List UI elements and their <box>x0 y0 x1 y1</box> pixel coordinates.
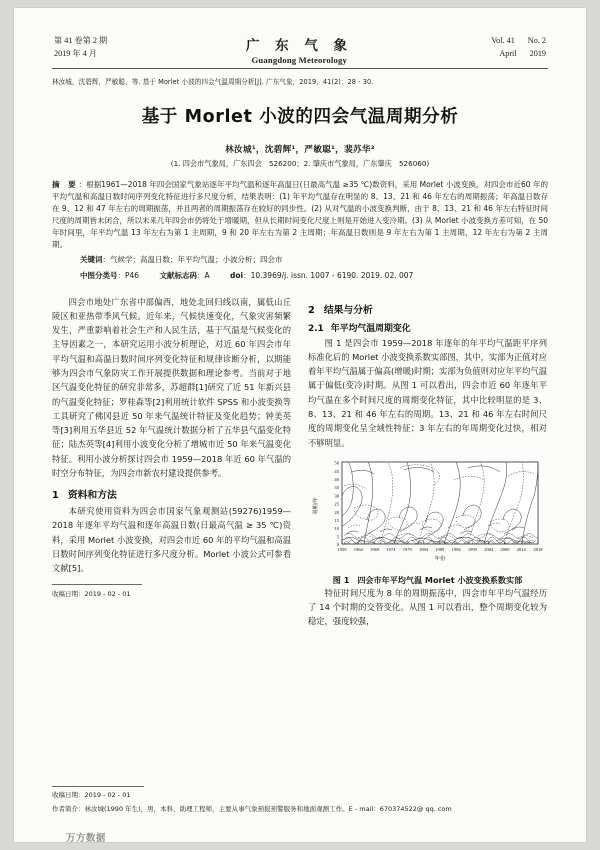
svg-text:0: 0 <box>336 541 339 547</box>
svg-text:45: 45 <box>334 468 339 474</box>
keywords-label: 关键词 <box>80 255 103 265</box>
classification-line <box>52 270 548 282</box>
abstract-paragraph <box>52 179 548 252</box>
svg-text:1974: 1974 <box>386 546 396 552</box>
svg-text:2014: 2014 <box>516 546 526 552</box>
masthead <box>52 35 548 67</box>
svg-text:15: 15 <box>334 517 339 523</box>
journal-title-cn: 广 东 气 象 <box>245 38 353 54</box>
page-title: 基于 Morlet 小波的四会气温周期分析 <box>141 106 459 127</box>
figure-caption-text: 四会市年平均气温 Morlet 小波变换系数实部 <box>357 574 523 585</box>
masthead-center <box>107 34 491 65</box>
wanfang-watermark: 万方数据 <box>66 833 106 844</box>
section-2-number: 2 <box>308 304 315 316</box>
month-en: April <box>499 48 517 58</box>
masthead-right <box>491 35 548 60</box>
received-date: 收稿日期：2019 - 02 - 01 <box>52 791 131 799</box>
intro-paragraph: 四会市地处广东省中部偏西，地处北回归线以南，属低山丘陵区和亚热带季风气候。近年来，气候快速变化，气象灾害频繁发生，严重影响着社会生产和人民生活，基于气温是气候变化的主导因素之一，本研究运用小波分析理论，对近 60 年四会市年平均气温和高温日数时间序列变化特征和规律诊断分析，以期能够为四会市气象防灾工作开展提供数据和理论参考。当前对于地区气温变化特征的研究非常多，苏超群[1]研究了近 51 年新兴县的气温变化特征；罗桂森等[2]利用统计软件 SPSS 和小波变换等工具研究了佛冈县近 50 年来气温统计特征及变化趋势；钟美英等[3]利用五华县近 52 年气温统计数据分析了五华县气温变化特征；陆杰英等[4]利用小波变化分析了增城市近 50 年来气温变化特征。利用小波分析探讨四会市 1959—2018 年近 60 年气温的时空分布特征，为四会市新农村建设提供参考。 <box>52 296 291 478</box>
svg-text:20: 20 <box>334 509 339 515</box>
doc-type-value: ：A <box>196 270 210 280</box>
section-2-1-title: 年平均气温周期变化 <box>330 323 411 334</box>
svg-text:1989: 1989 <box>435 546 445 552</box>
footer-divider <box>52 786 144 787</box>
clc-label: 中图分类号 <box>80 270 118 280</box>
section-heading-2 <box>308 302 547 316</box>
svg-text:30: 30 <box>334 493 339 499</box>
section-2-1-number: 2.1 <box>308 323 324 334</box>
doc-type-label: 文献标志码 <box>159 270 197 280</box>
clc-value: ：P46 <box>117 270 140 280</box>
year-en: 2019 <box>529 48 546 58</box>
svg-text:1969: 1969 <box>370 546 380 552</box>
svg-text:2009: 2009 <box>500 546 510 552</box>
abstract-block <box>52 179 548 282</box>
citation-line: 林汝城，沈碧辉，严敏聪，等. 基于 Morlet 小波的四会气温周期分析[J]. 广东气象，2019，41(2)：28 - 30. <box>52 78 374 86</box>
masthead-divider <box>52 68 548 69</box>
keywords-text: ：气候学；高温日数；年平均气温；小波分析；四会市 <box>102 255 283 265</box>
svg-text:5: 5 <box>336 534 339 540</box>
svg-text:2018: 2018 <box>533 546 543 552</box>
svg-text:25: 25 <box>334 501 339 507</box>
body-columns <box>52 295 548 629</box>
y-axis-label: 周期/年 <box>313 497 319 515</box>
journal-page <box>14 8 586 842</box>
svg-text:2004: 2004 <box>484 546 494 552</box>
author-list: 林汝城¹，沈碧辉¹，严敏聪¹，裴苏华² <box>225 144 375 155</box>
volume-issue-cn: 第 41 卷第 2 期 <box>54 36 108 45</box>
y-axis-ticks <box>334 460 339 546</box>
issue-en: No. 2 <box>527 36 546 45</box>
svg-text:1964: 1964 <box>353 546 363 552</box>
svg-text:50: 50 <box>334 460 339 466</box>
abstract-label: 摘 要 <box>52 179 79 189</box>
figure-1 <box>308 456 547 586</box>
page-footer <box>52 786 548 814</box>
section-2-title: 结果与分析 <box>323 304 373 316</box>
svg-text:1984: 1984 <box>419 546 428 552</box>
section-1-title: 资料和方法 <box>67 490 117 502</box>
keywords-line <box>52 254 548 266</box>
section-heading-2-1 <box>308 321 547 334</box>
section-1-number: 1 <box>52 490 59 502</box>
svg-text:40: 40 <box>334 476 339 482</box>
doi-value: ：10.3969/j. issn. 1007 - 6190. 2019. 02. 007 <box>243 270 414 280</box>
abstract-text: ：根据1961—2018 年四会国家气象站逐年平均气温和逐年高温日(日最高气温 ≥35 ℃)数资料，采用 Morlet 小波变换，对四会市近60 年的平均气温和高温日数时间序列变化特征进行多尺度分析，结果表明：(1) 年平均气温存在明显的 8、13、21 和 46 年左右的周期振荡；年高温日数存在 9、12 和 47 年左右的周期振荡，并且两者的周期振荡存在较好的同步性。(2) 从对气温的小波变换判断，由于 8、13、21 和 46 年左右特征时间尺度的周期皆未闭合，所以未来几年四会市仍将处于增暖期，但从长期时间变化尺度上则是开始进入变冷期。(3) 从 Morlet 小波变换方差可知，在 50 年时间里，年平均气温 13 年左右为第 1 主周期，9 和 20 年左右为第 2 主周期；年高温日数则是 9 年左右为第 1 主周期，12 年左右为第 2 主周期。 <box>52 179 548 250</box>
section-1-paragraph: 本研究使用资料为四会市国家气象观测站(59276)1959—2018 年逐年平均气温和逐年高温日数(日最高气温 ≥ 35 ℃)资料，采用 Morlet 小波变换，对四会市近 60 年的平均气温和高温日数时间序列变化特征进行多尺度分析。Morlet 小波公式可参看文献[5]。 <box>52 506 291 574</box>
svg-text:35: 35 <box>334 485 339 491</box>
left-column <box>52 295 291 629</box>
figure-caption <box>308 575 547 586</box>
affiliation-list: (1. 四会市气象局，广东四会 526200；2. 肇庆市气象局，广东肇庆 526060) <box>170 158 430 168</box>
footnote-divider <box>52 584 142 585</box>
x-axis-label: 年份 <box>434 555 446 562</box>
section-2-1-paragraph-1: 图 1 是四会市 1959—2018 年逐年的年平均气温距平序列标准化后的 Morlet 小波变换系数实部图，其中，实部为正值对应着年平均气温属于偏高(增暖)时期；实部为负值则对应年平均气温属于偏低(变冷)时期。从图 1 可以看出，四会市近 60 年逐年平均气温在多个时间尺度的周期变化特征，其中比较明显的是 3、8、13、21 和 46 年左右的周期。13、21 和 46 年左右时间尺度的周期变化呈全域性特征；3 年左右的年周期变化过快，相对不够明显。 <box>308 337 548 448</box>
figure-number: 图 1 <box>332 574 350 585</box>
page-content <box>52 35 548 629</box>
svg-text:1979: 1979 <box>402 546 412 552</box>
svg-text:10: 10 <box>334 526 339 532</box>
svg-text:1994: 1994 <box>451 546 461 552</box>
author-bio: 作者简介：林汝城(1990 年生)，男，本科，助理工程师，主要从事气象预报预警服务和地面观测工作。E - mail：670374522@ qq. com <box>52 804 452 813</box>
x-axis-ticks <box>338 547 544 552</box>
received-date-left: 收稿日期：2019 - 02 - 01 <box>52 590 131 599</box>
svg-text:1959: 1959 <box>337 546 347 552</box>
date-cn: 2019 年 4 月 <box>54 48 97 58</box>
wavelet-contour-plot <box>308 456 547 568</box>
journal-title-en: Guangdong Meteorology <box>251 55 347 65</box>
doi-label: doi <box>230 270 244 280</box>
svg-text:1999: 1999 <box>467 546 477 552</box>
masthead-left <box>52 35 107 60</box>
section-heading-1 <box>52 487 291 501</box>
volume-en: Vol. 41 <box>491 36 515 45</box>
section-2-1-paragraph-2: 特征时间尺度为 8 年的周期振荡中，四会市年平均气温经历了 14 个时期的交替变化。从图 1 可以看出，整个周期变化较为稳定，强度较强， <box>308 587 547 627</box>
right-column <box>308 295 547 629</box>
